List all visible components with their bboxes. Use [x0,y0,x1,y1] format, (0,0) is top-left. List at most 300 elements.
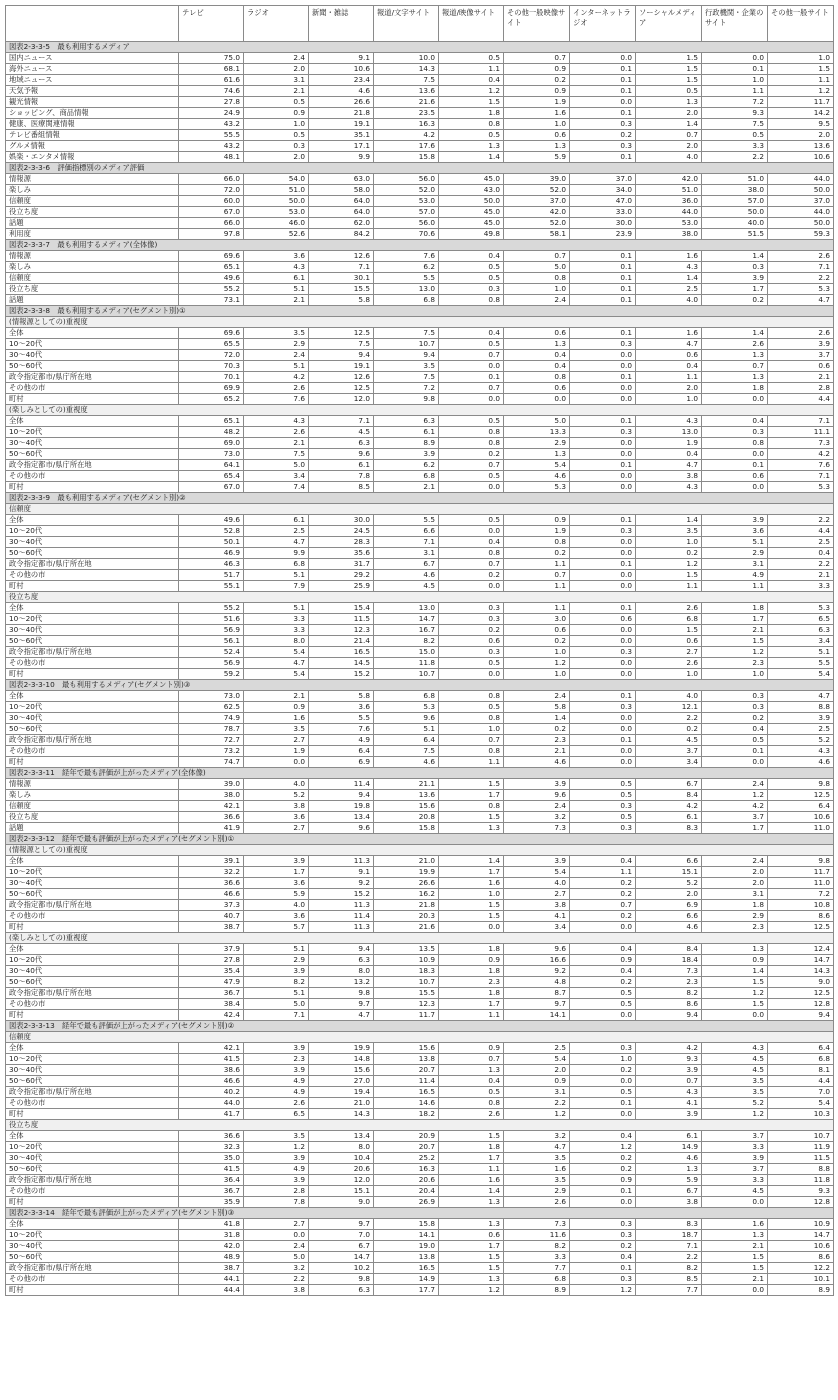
table-cell: 17.6 [374,141,439,152]
table-cell: 4.7 [636,460,702,471]
table-cell: 13.8 [374,1054,439,1065]
table-row [6,724,834,735]
table-cell: 59.3 [768,229,834,240]
table-cell: 3.6 [244,251,309,262]
table-cell: 65.1 [179,416,244,427]
table-cell: 52.0 [374,185,439,196]
table-cell: 3.3 [504,1252,570,1263]
table-row [6,86,834,97]
table-cell: 69.9 [179,383,244,394]
table-cell: 9.7 [504,999,570,1010]
table-cell: 0.7 [636,1076,702,1087]
table-cell: 3.6 [244,878,309,889]
table-cell: 4.2 [702,801,768,812]
table-cell: 53.0 [374,196,439,207]
table-cell: 1.5 [636,570,702,581]
table-cell: 15.8 [374,152,439,163]
table-cell: 68.1 [179,64,244,75]
subsection-title: (楽しみとしての)重視度 [6,405,834,416]
column-header: ラジオ [244,6,309,42]
table-row [6,625,834,636]
section-header-row [6,493,834,504]
row-label: 政令指定都市/県庁所在地 [6,988,179,999]
table-cell: 11.5 [309,614,374,625]
table-cell: 32.2 [179,867,244,878]
table-row [6,1197,834,1208]
table-row [6,1175,834,1186]
row-label: 全体 [6,856,179,867]
subsection-header-row [6,1120,834,1131]
table-cell: 61.6 [179,75,244,86]
table-cell: 1.2 [702,988,768,999]
table-cell: 10.9 [768,1219,834,1230]
table-cell: 1.5 [702,1252,768,1263]
table-cell: 64.1 [179,460,244,471]
table-cell: 8.6 [768,1252,834,1263]
table-cell: 8.6 [768,911,834,922]
section-title: 図表2-3-3-6 評価指標別のメディア評価 [6,163,834,174]
table-cell: 8.5 [636,1274,702,1285]
table-row [6,999,834,1010]
table-cell: 1.7 [439,1241,504,1252]
table-cell: 3.9 [244,1043,309,1054]
table-cell: 0.0 [702,757,768,768]
row-label: 信頼度 [6,196,179,207]
table-row [6,174,834,185]
table-cell: 59.2 [179,669,244,680]
table-cell: 2.3 [504,735,570,746]
section-header-row [6,1021,834,1032]
table-cell: 41.9 [179,823,244,834]
table-row [6,570,834,581]
table-cell: 48.2 [179,427,244,438]
table-cell: 23.5 [374,108,439,119]
table-cell: 11.7 [768,97,834,108]
table-cell: 5.0 [504,416,570,427]
table-cell: 0.0 [702,1285,768,1296]
subsection-header-row [6,405,834,416]
table-cell: 2.5 [504,1043,570,1054]
table-cell: 0.5 [439,515,504,526]
table-cell: 0.1 [570,251,636,262]
table-cell: 18.4 [636,955,702,966]
table-cell: 16.5 [374,1087,439,1098]
table-cell: 1.6 [439,878,504,889]
table-cell: 21.8 [309,108,374,119]
table-cell: 39.0 [504,174,570,185]
row-label: テレビ番組情報 [6,130,179,141]
table-cell: 65.5 [179,339,244,350]
table-cell: 0.3 [702,702,768,713]
row-label: 30〜40代 [6,350,179,361]
table-cell: 49.6 [179,273,244,284]
table-cell: 8.0 [309,966,374,977]
subsection-title: (情報源としての)重視度 [6,317,834,328]
table-cell: 19.9 [374,867,439,878]
row-label: 30〜40代 [6,1153,179,1164]
table-cell: 38.7 [179,922,244,933]
table-cell: 5.1 [244,361,309,372]
table-cell: 0.2 [702,713,768,724]
table-cell: 5.8 [309,691,374,702]
table-row [6,988,834,999]
table-cell: 3.9 [636,1109,702,1120]
table-row [6,1219,834,1230]
table-cell: 2.7 [244,1219,309,1230]
table-cell: 4.7 [309,1010,374,1021]
table-cell: 1.5 [702,636,768,647]
table-cell: 5.1 [768,647,834,658]
table-cell: 2.7 [636,647,702,658]
table-cell: 0.3 [702,427,768,438]
table-cell: 8.5 [309,482,374,493]
table-row [6,955,834,966]
row-label: 話題 [6,218,179,229]
table-cell: 14.3 [309,1109,374,1120]
table-cell: 3.9 [702,1153,768,1164]
table-cell: 10.4 [309,1153,374,1164]
table-cell: 1.5 [439,812,504,823]
table-cell: 2.2 [636,1252,702,1263]
table-cell: 7.5 [374,746,439,757]
table-cell: 4.1 [636,1098,702,1109]
table-cell: 1.1 [439,1164,504,1175]
table-cell: 12.5 [309,383,374,394]
table-cell: 13.5 [374,944,439,955]
table-cell: 13.3 [504,427,570,438]
table-cell: 0.1 [702,460,768,471]
table-cell: 2.1 [244,691,309,702]
column-header: 新聞・雑誌 [309,6,374,42]
column-header: 報道/文字サイト [374,6,439,42]
table-cell: 14.7 [768,955,834,966]
table-cell: 29.2 [309,570,374,581]
table-cell: 3.6 [702,526,768,537]
column-header: 行政機関・企業のサイト [702,6,768,42]
table-cell: 3.8 [636,471,702,482]
table-body [6,42,834,1296]
table-cell: 5.0 [244,460,309,471]
table-cell: 2.0 [636,141,702,152]
table-cell: 38.0 [179,790,244,801]
table-cell: 0.2 [570,130,636,141]
table-cell: 2.6 [439,1109,504,1120]
section-header-row [6,1208,834,1219]
table-cell: 74.9 [179,713,244,724]
table-cell: 0.9 [439,1043,504,1054]
table-cell: 36.4 [179,1175,244,1186]
table-cell: 1.2 [504,658,570,669]
table-cell: 26.9 [374,1197,439,1208]
row-label: 政令指定都市/県庁所在地 [6,647,179,658]
table-cell: 11.3 [309,922,374,933]
table-cell: 3.0 [504,614,570,625]
table-cell: 9.0 [768,977,834,988]
table-row [6,1274,834,1285]
table-cell: 0.0 [570,449,636,460]
table-cell: 7.1 [768,416,834,427]
table-cell: 8.8 [768,1164,834,1175]
row-label: 30〜40代 [6,1241,179,1252]
table-cell: 5.2 [636,878,702,889]
table-cell: 0.3 [570,1219,636,1230]
table-cell: 2.0 [636,889,702,900]
table-cell: 6.1 [244,515,309,526]
table-cell: 0.0 [570,669,636,680]
row-label: 町村 [6,757,179,768]
table-row [6,702,834,713]
table-cell: 50.1 [179,537,244,548]
table-cell: 1.5 [702,977,768,988]
row-label: 全体 [6,691,179,702]
table-cell: 2.1 [702,1274,768,1285]
table-cell: 12.6 [309,372,374,383]
table-cell: 73.2 [179,746,244,757]
table-cell: 0.0 [570,713,636,724]
row-label: 50〜60代 [6,1252,179,1263]
table-cell: 1.3 [702,1230,768,1241]
table-cell: 1.6 [244,713,309,724]
table-cell: 36.6 [179,878,244,889]
table-cell: 9.7 [309,999,374,1010]
table-row [6,273,834,284]
table-cell: 0.0 [702,53,768,64]
table-cell: 9.6 [504,944,570,955]
table-row [6,647,834,658]
table-cell: 3.7 [702,812,768,823]
table-row [6,1186,834,1197]
table-cell: 2.3 [244,1054,309,1065]
table-cell: 1.0 [702,75,768,86]
row-label: 全体 [6,515,179,526]
table-cell: 3.9 [702,273,768,284]
table-cell: 4.7 [636,339,702,350]
table-cell: 0.3 [439,603,504,614]
table-cell: 9.2 [504,966,570,977]
row-label: 10〜20代 [6,427,179,438]
table-cell: 0.9 [504,1076,570,1087]
table-cell: 0.0 [244,757,309,768]
table-cell: 9.6 [504,790,570,801]
table-cell: 8.9 [504,1285,570,1296]
table-cell: 0.7 [439,1054,504,1065]
table-cell: 45.0 [439,207,504,218]
row-label: 10〜20代 [6,955,179,966]
table-cell: 3.6 [309,702,374,713]
table-cell: 11.0 [768,823,834,834]
table-cell: 73.0 [179,449,244,460]
table-cell: 4.7 [768,691,834,702]
table-cell: 30.0 [309,515,374,526]
row-label: 観光情報 [6,97,179,108]
table-cell: 40.7 [179,911,244,922]
table-cell: 55.2 [179,284,244,295]
table-cell: 0.5 [439,702,504,713]
table-row [6,1131,834,1142]
table-cell: 25.2 [374,1153,439,1164]
table-cell: 11.6 [504,1230,570,1241]
table-cell: 67.0 [179,482,244,493]
table-cell: 4.0 [244,900,309,911]
table-cell: 0.2 [439,625,504,636]
row-label: ショッピング、商品情報 [6,108,179,119]
table-cell: 0.8 [439,691,504,702]
table-cell: 1.0 [504,647,570,658]
table-cell: 0.2 [504,636,570,647]
row-label: 天気予報 [6,86,179,97]
table-cell: 0.2 [570,889,636,900]
table-cell: 3.4 [768,636,834,647]
table-cell: 3.5 [244,1131,309,1142]
table-cell: 7.5 [374,328,439,339]
table-cell: 49.6 [179,515,244,526]
table-cell: 4.0 [636,295,702,306]
table-cell: 0.7 [439,460,504,471]
table-cell: 20.4 [374,1186,439,1197]
table-row [6,229,834,240]
table-cell: 3.3 [702,141,768,152]
table-cell: 4.0 [504,878,570,889]
table-cell: 0.0 [570,97,636,108]
table-cell: 9.4 [768,1010,834,1021]
table-cell: 65.1 [179,262,244,273]
table-cell: 9.2 [309,878,374,889]
table-cell: 58.0 [309,185,374,196]
table-cell: 66.0 [179,174,244,185]
table-row [6,1285,834,1296]
table-cell: 0.7 [636,130,702,141]
table-cell: 0.7 [570,900,636,911]
table-cell: 9.4 [636,1010,702,1021]
table-row [6,1142,834,1153]
table-cell: 2.8 [768,383,834,394]
table-cell: 5.2 [768,735,834,746]
table-cell: 6.3 [374,416,439,427]
table-cell: 67.0 [179,207,244,218]
table-cell: 1.0 [244,119,309,130]
table-cell: 1.6 [504,1164,570,1175]
table-cell: 8.3 [636,823,702,834]
table-cell: 7.2 [374,383,439,394]
row-label: 10〜20代 [6,526,179,537]
table-cell: 2.6 [504,1197,570,1208]
table-cell: 0.1 [570,262,636,273]
table-row [6,889,834,900]
table-cell: 7.5 [702,119,768,130]
table-cell: 1.3 [702,944,768,955]
table-cell: 1.3 [439,823,504,834]
table-cell: 0.6 [570,614,636,625]
table-cell: 2.7 [244,735,309,746]
table-cell: 6.2 [374,262,439,273]
table-cell: 3.9 [768,339,834,350]
table-cell: 17.1 [309,141,374,152]
table-cell: 9.6 [309,823,374,834]
table-cell: 0.4 [504,361,570,372]
table-cell: 1.1 [768,75,834,86]
table-cell: 3.7 [768,350,834,361]
table-cell: 3.8 [636,1197,702,1208]
table-row [6,1010,834,1021]
table-cell: 0.5 [439,339,504,350]
table-cell: 6.4 [309,746,374,757]
table-cell: 32.3 [179,1142,244,1153]
table-cell: 51.7 [179,570,244,581]
table-cell: 0.0 [570,746,636,757]
table-cell: 8.6 [636,999,702,1010]
table-cell: 0.7 [439,383,504,394]
table-cell: 4.5 [309,427,374,438]
table-cell: 3.5 [244,724,309,735]
table-cell: 69.0 [179,438,244,449]
table-cell: 1.8 [439,944,504,955]
table-cell: 6.7 [309,1241,374,1252]
table-cell: 30.1 [309,273,374,284]
table-cell: 0.9 [244,702,309,713]
row-label: 町村 [6,1010,179,1021]
table-cell: 5.5 [768,658,834,669]
table-cell: 8.2 [636,1263,702,1274]
table-cell: 2.2 [702,152,768,163]
table-cell: 6.1 [636,812,702,823]
section-header-row [6,834,834,845]
table-cell: 11.7 [768,867,834,878]
table-cell: 1.5 [702,1263,768,1274]
table-cell: 2.0 [504,1065,570,1076]
row-label: 役立ち度 [6,207,179,218]
table-cell: 7.7 [636,1285,702,1296]
row-label: 役立ち度 [6,284,179,295]
table-cell: 1.6 [702,1219,768,1230]
table-cell: 7.2 [768,889,834,900]
table-cell: 75.0 [179,53,244,64]
table-cell: 9.3 [636,1054,702,1065]
table-cell: 43.2 [179,141,244,152]
table-cell: 9.8 [309,1274,374,1285]
table-cell: 3.5 [504,1175,570,1186]
table-cell: 0.0 [570,922,636,933]
table-cell: 5.1 [244,988,309,999]
table-cell: 2.4 [244,1241,309,1252]
table-cell: 1.8 [439,108,504,119]
table-cell: 0.5 [244,130,309,141]
table-cell: 14.6 [374,1098,439,1109]
table-cell: 41.5 [179,1054,244,1065]
table-cell: 3.9 [244,1175,309,1186]
table-cell: 14.3 [374,64,439,75]
table-cell: 9.6 [374,713,439,724]
table-cell: 2.1 [768,570,834,581]
table-cell: 0.0 [570,53,636,64]
table-cell: 0.3 [570,427,636,438]
table-cell: 0.3 [570,1230,636,1241]
table-cell: 40.2 [179,1087,244,1098]
row-label: 情報源 [6,174,179,185]
table-cell: 50.0 [702,207,768,218]
table-cell: 0.0 [570,625,636,636]
table-cell: 2.1 [702,625,768,636]
table-cell: 10.2 [309,1263,374,1274]
table-cell: 10.7 [768,1131,834,1142]
row-label: 町村 [6,669,179,680]
table-cell: 9.4 [309,350,374,361]
table-row [6,361,834,372]
table-cell: 4.3 [244,262,309,273]
table-cell: 14.5 [309,658,374,669]
table-cell: 1.5 [439,1252,504,1263]
table-cell: 0.1 [702,64,768,75]
table-cell: 21.6 [374,97,439,108]
